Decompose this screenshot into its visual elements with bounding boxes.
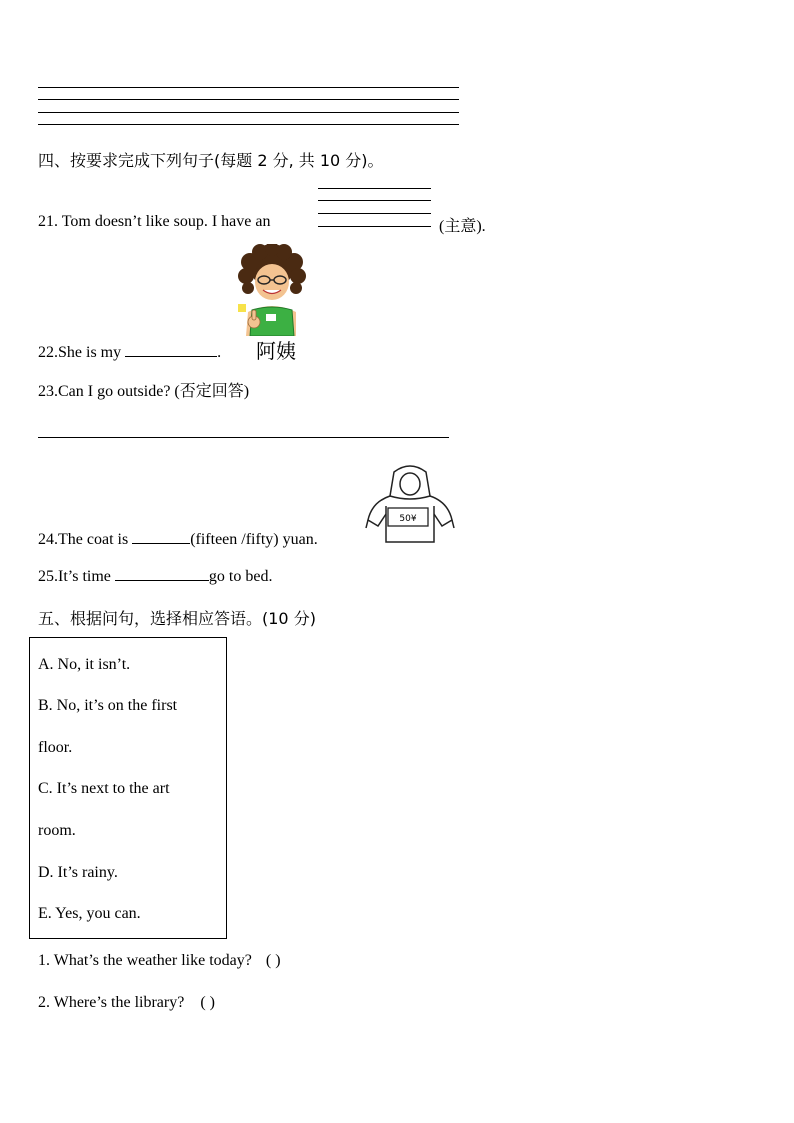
question-choices: (fifteen /fifty) yuan. [190,531,318,548]
option-e: E. Yes, you can. [38,905,141,922]
answer-blank[interactable] [115,566,209,581]
question-text: 1. What’s the weather like today? [38,952,252,969]
coat-picture [364,462,456,546]
q21-hint: (主意). [439,218,486,235]
question-21 [38,213,270,231]
option-a: A. No, it isn’t. [38,656,131,673]
q21-answer-line [318,213,431,214]
option-c-continued: room. [38,822,76,839]
question-text-end: go to bed. [208,568,273,585]
answer-line [38,112,459,113]
section-five-heading: 五、根据问句，选择相应答语。(10 分) [38,609,316,628]
question-number: 24 [38,531,54,548]
matching-question-1 [38,952,281,970]
answer-options-box [29,637,227,939]
period: . [217,344,222,361]
question-text: .Can I go outside? (否定回答) [54,383,250,400]
answer-line [38,99,459,100]
option-b: B. No, it’s on the first [38,697,178,714]
option-d: D. It’s rainy. [38,864,118,881]
aunt-caption: 阿姨 [256,339,296,363]
option-b-continued: floor. [38,739,73,756]
matching-question-2 [38,994,215,1012]
answer-parentheses[interactable]: ( ) [200,994,215,1011]
question-24 [38,529,318,549]
answer-parentheses[interactable]: ( ) [265,952,281,969]
aunt-picture [232,244,312,336]
question-number: 21 [38,213,54,230]
question-text: 2. Where’s the library? [38,994,185,1011]
answer-blank[interactable] [125,342,217,357]
price-tag-text: 50¥ [399,514,417,524]
question-number: 23 [38,383,54,400]
q23-answer-line[interactable] [38,437,449,438]
question-number: 25 [38,568,54,585]
question-text: .The coat is [54,531,129,548]
question-23 [38,378,249,401]
question-22 [38,342,221,362]
answer-line [38,124,459,125]
question-text: . Tom doesn’t like soup. I have an [54,213,271,230]
option-c: C. It’s next to the art [38,780,170,797]
question-text: .She is my [54,344,122,361]
answer-blank[interactable] [132,529,190,544]
section-four-heading: 四、按要求完成下列句子(每题 2 分, 共 10 分)。 [38,151,384,170]
question-text: .It’s time [54,568,111,585]
q21-answer-line [318,226,431,227]
q21-answer-line [318,188,431,189]
question-25 [38,566,272,586]
q21-answer-line [318,200,431,201]
question-number: 22 [38,344,54,361]
answer-line [38,87,459,88]
